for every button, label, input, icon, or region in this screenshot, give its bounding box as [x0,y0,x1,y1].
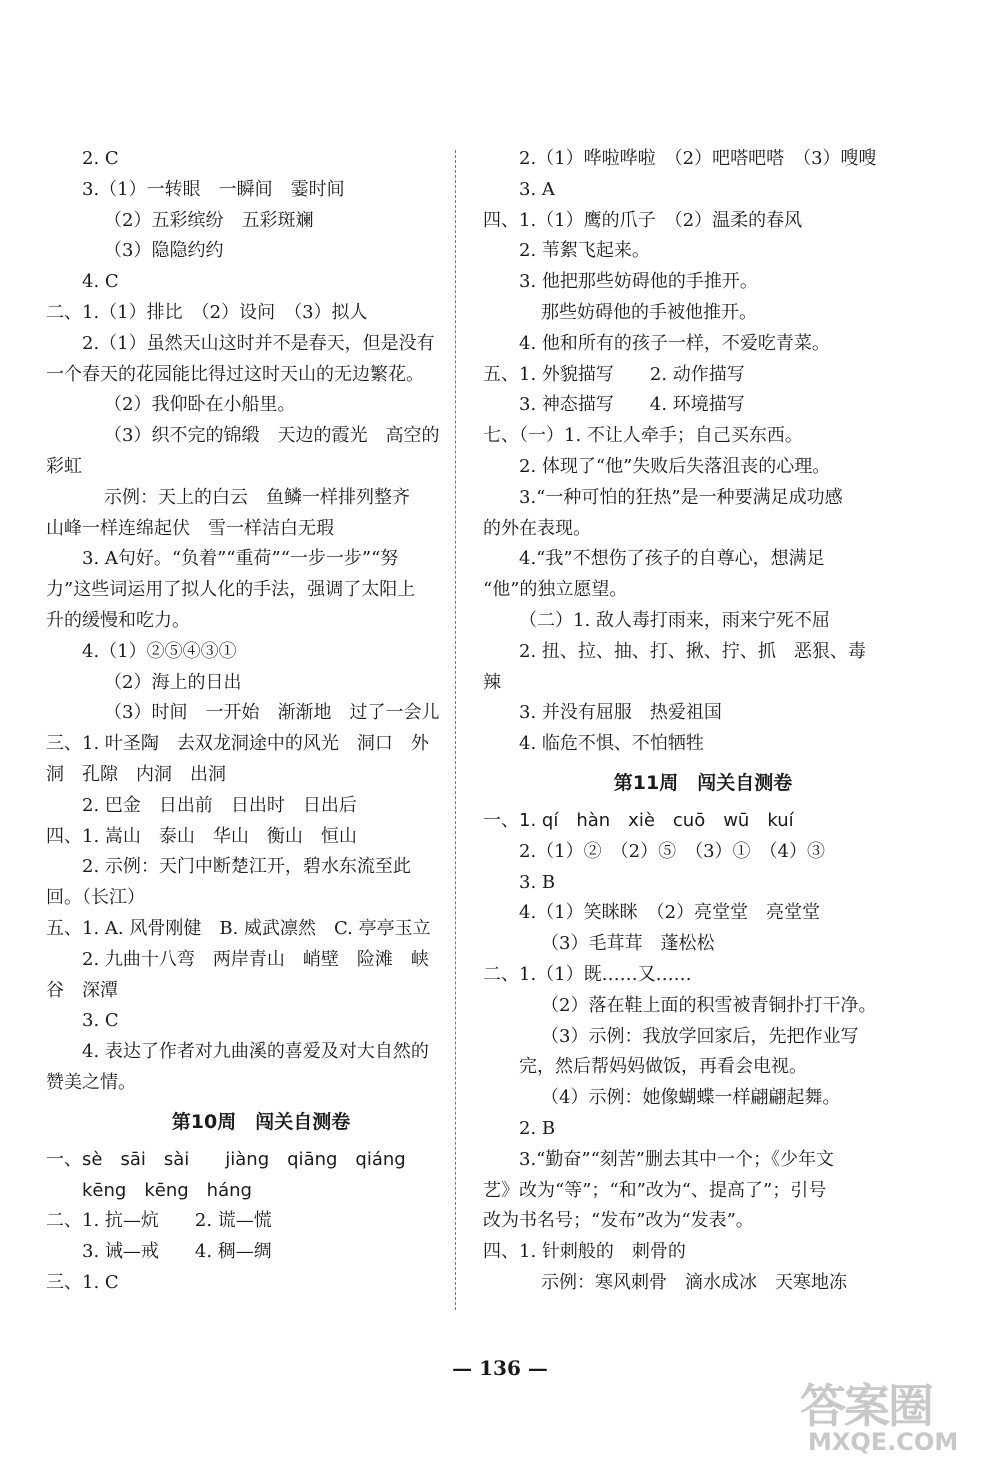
left-answer-line: （3）织不完的锦缎 天边的霞光 高空的 [104,425,440,447]
left-answer-line: 3.（1）一转眼 一瞬间 霎时间 [82,178,345,200]
right-answer-line: 2.（1）② （2）⑤ （3）① （4）③ [519,840,825,862]
right-answer-line: 2. 体现了“他”失败后失落沮丧的心理。 [519,455,831,477]
right-answer-line: 一、1. qí hàn xiè cuō wū kuí [483,809,794,831]
right-answer-line: 3.“勤奋”“刻苦”删去其中一个；《少年文 [519,1148,834,1170]
right-answer-line: 示例：寒风刺骨 滴水成冰 天寒地冻 [541,1271,847,1293]
right-answer-line: 辣 [483,671,501,693]
left-answer-line: 二、1. 抗—炕 2. 谎—慌 [46,1210,272,1232]
left-answer-line: kēng kēng háng [82,1179,252,1201]
left-answer-line: 力”这些词运用了拟人化的手法，强调了太阳上 [46,579,416,601]
right-section-heading: 第11周 闯关自测卷 [613,771,793,794]
right-answer-line: 四、1.（1）鹰的爪子 （2）温柔的春风 [483,209,803,231]
left-answer-line: （2）海上的日出 [104,671,242,693]
right-answer-line: 3.“一种可怕的狂热”是一种要满足成功感 [519,486,843,508]
right-answer-line: 那些妨碍他的手被他推开。 [541,301,757,323]
right-answer-line: 3. 他把那些妨碍他的手推开。 [519,271,758,293]
left-answer-line: 一、sè sāi sài jiàng qiāng qiáng [46,1148,406,1170]
right-answer-line: 完，然后帮妈妈做饭，再看会电视。 [519,1056,807,1078]
left-answer-line: 4. 表达了作者对九曲溪的喜爱及对大自然的 [82,1041,429,1063]
left-section-heading: 第10周 闯关自测卷 [171,1110,351,1133]
right-answer-line: 3. B [519,871,556,893]
right-answer-line: 3. A [519,178,555,200]
left-answer-line: 3. 诫—戒 4. 稠—绸 [82,1241,272,1263]
left-answer-line: 2. 九曲十八弯 两岸青山 峭壁 险滩 峡 [82,948,429,970]
right-answer-line: 4. 临危不惧、不怕牺牲 [519,733,704,755]
left-answer-line: 3. A句好。“负着”“重荷”“一步一步”“努 [82,548,399,570]
right-answer-line: （二）1. 敌人毒打雨来，雨来宁死不屈 [519,609,830,631]
right-answer-line: （3）毛茸茸 蓬松松 [541,933,715,955]
page-number: — 136 — [452,1356,548,1380]
right-answer-line: 3. 并没有屈服 热爱祖国 [519,702,722,724]
left-answer-line: 示例：天上的白云 鱼鳞一样排列整齐 [104,486,410,508]
left-answer-line: 三、1. 叶圣陶 去双龙洞途中的风光 洞口 外 [46,733,429,755]
left-answer-line: 2.（1）虽然天山这时并不是春天，但是没有 [82,332,435,354]
left-answer-line: 4. C [82,271,119,293]
right-answer-line: 2. 苇絮飞起来。 [519,240,650,262]
right-answer-line: 2. B [519,1117,556,1139]
left-answer-line: 山峰一样连绵起伏 雪一样洁白无瑕 [46,517,334,539]
right-answer-line: （3）示例：我放学回家后，先把作业写 [541,1025,859,1047]
left-column [46,144,476,1299]
right-answer-line: 4. 他和所有的孩子一样，不爱吃青菜。 [519,332,830,354]
left-answer-line: 彩虹 [46,455,82,477]
left-answer-line: 2. 示例：天门中断楚江开，碧水东流至此 [82,856,411,878]
left-answer-line: 3. C [82,1010,119,1032]
left-answer-line: 一个春天的花园能比得过这时天山的无边繁花。 [46,363,424,385]
watermark-url: MXQE.COM [808,1428,959,1456]
right-answer-line: 4.“我”不想伤了孩子的自尊心，想满足 [519,548,825,570]
right-column [483,144,923,1299]
left-answer-line: 谷 深潭 [46,979,118,1001]
left-answer-line: 4.（1）②⑤④③① [82,640,237,662]
left-answer-line: 三、1. C [46,1271,119,1293]
left-answer-line: 2. C [82,148,119,169]
left-answer-line: （3）时间 一开始 渐渐地 过了一会儿 [104,702,440,724]
left-answer-line: （2）五彩缤纷 五彩斑斓 [104,209,314,231]
right-answer-line: 二、1.（1）既……又…… [483,963,692,985]
right-answer-line: 艺》改为“等”；“和”改为“、提高了”；引号 [483,1179,827,1201]
right-answer-line: （4）示例：她像蝴蝶一样翩翩起舞。 [541,1087,841,1109]
left-answer-line: （2）我仰卧在小船里。 [104,394,296,416]
left-answer-line: 五、1. A. 风骨刚健 B. 威武凛然 C. 亭亭玉立 [46,917,431,939]
right-answer-line: 4.（1）笑眯眯 （2）亮堂堂 亮堂堂 [519,902,821,924]
column-divider [455,150,456,1310]
left-answer-line: （3）隐隐约约 [104,240,224,262]
right-answer-line: 3. 神态描写 4. 环境描写 [519,394,745,416]
right-answer-line: 2. 扭、拉、抽、打、揪、拧、抓 恶狠、毒 [519,640,866,662]
right-answer-line: （2）落在鞋上面的积雪被青铜扑打干净。 [541,994,877,1016]
left-answer-line: 回。（长江） [46,887,145,909]
left-answer-line: 洞 孔隙 内洞 出洞 [46,763,226,785]
right-answer-line: 五、1. 外貌描写 2. 动作描写 [483,363,745,385]
right-answer-line: 2.（1）哗啦哗啦 （2）吧嗒吧嗒 （3）嗖嗖 [519,148,877,169]
watermark-logo: 答案圈 [800,1379,932,1433]
right-answer-line: 改为书名号；“发布”改为“发表”。 [483,1210,754,1232]
left-answer-line: 2. 巴金 日出前 日出时 日出后 [82,794,357,816]
right-answer-line: 七、（一）1. 不让人牵手；自己买东西。 [483,425,803,447]
right-answer-line: 四、1. 针刺般的 刺骨的 [483,1241,686,1263]
left-answer-line: 升的缓慢和吃力。 [46,609,190,631]
watermark [794,1366,982,1458]
left-answer-line: 四、1. 嵩山 泰山 华山 衡山 恒山 [46,825,357,847]
right-answer-line: “他”的独立愿望。 [483,579,628,601]
left-answer-line: 二、1.（1）排比 （2）设问 （3）拟人 [46,301,368,323]
left-answer-line: 赞美之情。 [46,1071,136,1093]
right-answer-line: 的外在表现。 [483,517,591,539]
